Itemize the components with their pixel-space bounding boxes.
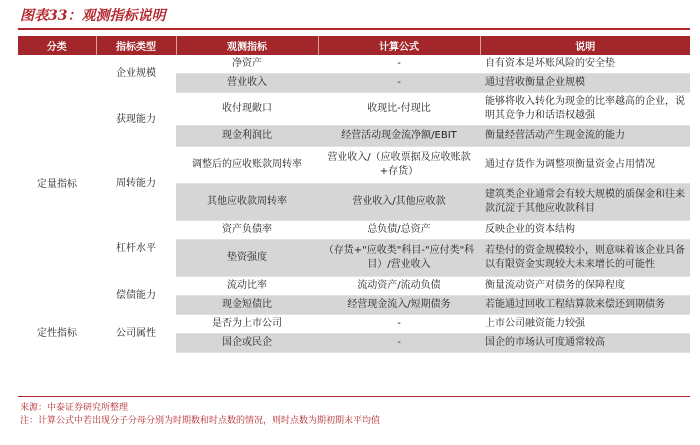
description-cell: 衡量流动资产对债务的保障程度 <box>480 277 690 296</box>
indicator-cell: 收付现敞口 <box>176 93 318 126</box>
formula-cell: 流动资产/流动负债 <box>318 277 480 296</box>
table-row <box>18 277 690 296</box>
description-cell: 建筑类企业通常会有较大规模的质保金和往来款沉淀于其他应收款科目 <box>480 184 690 221</box>
indicator-cell: 资产负债率 <box>176 221 318 240</box>
formula-note: 注：计算公式中若出现分子分母分别为时期数和时点数的情况，则时点数为期初期末平均值 <box>20 416 381 426</box>
indicator-table <box>18 36 690 353</box>
description-cell: 能够将收入转化为现金的比率越高的企业，说明其竞争力和话语权越强 <box>480 93 690 126</box>
table-row <box>18 147 690 184</box>
indicator-cell: 现金利润比 <box>176 126 318 147</box>
indicator-cell: 调整后的应收账款周转率 <box>176 147 318 184</box>
table-row <box>18 315 690 334</box>
type-enterprise-scale: 企业规模 <box>96 55 176 93</box>
type-company-attribute: 公司属性 <box>96 315 176 353</box>
table-row <box>18 221 690 240</box>
indicator-cell: 国企或民企 <box>176 334 318 353</box>
header-category: 分类 <box>18 36 96 55</box>
type-cash-acquisition: 获现能力 <box>96 93 176 147</box>
indicator-cell: 流动比率 <box>176 277 318 296</box>
bottom-divider <box>18 396 690 397</box>
formula-cell: 营业收入/其他应收款 <box>318 184 480 221</box>
description-cell: 衡量经营活动产生现金流的能力 <box>480 126 690 147</box>
formula-cell: 收现比-付现比 <box>318 93 480 126</box>
formula-cell: - <box>318 55 480 74</box>
formula-cell: - <box>318 74 480 93</box>
formula-cell: （存货+"应收类"科目-"应付类"科目）/营业收入 <box>318 240 480 277</box>
title-divider <box>18 28 690 30</box>
description-cell: 通过存货作为调整项衡量资金占用情况 <box>480 147 690 184</box>
description-cell: 若垫付的资金规模较小，则意味着该企业具备以有限资金实现较大未来增长的可能性 <box>480 240 690 277</box>
indicator-cell: 净资产 <box>176 55 318 74</box>
description-cell: 上市公司融资能力较强 <box>480 315 690 334</box>
description-cell: 若能通过回收工程结算款来偿还到期债务 <box>480 296 690 315</box>
indicator-cell: 垫资强度 <box>176 240 318 277</box>
description-cell: 国企的市场认可度通常较高 <box>480 334 690 353</box>
header-indicator: 观测指标 <box>176 36 318 55</box>
indicator-cell: 现金短债比 <box>176 296 318 315</box>
header-description: 说明 <box>480 36 690 55</box>
formula-cell: 经营活动现金流净额/EBIT <box>318 126 480 147</box>
table-header-row <box>18 36 690 55</box>
table-row <box>18 55 690 74</box>
figure-title: 图表33：观测指标说明 <box>20 8 166 24</box>
source-note: 来源：中泰证券研究所整理 <box>20 403 129 413</box>
formula-cell: 营业收入/（应收票据及应收账款+存货） <box>318 147 480 184</box>
description-cell: 自有资本是坏账风险的安全垫 <box>480 55 690 74</box>
description-cell: 通过营收衡量企业规模 <box>480 74 690 93</box>
header-formula: 计算公式 <box>318 36 480 55</box>
formula-cell: - <box>318 334 480 353</box>
description-cell: 反映企业的资本结构 <box>480 221 690 240</box>
indicator-cell: 是否为上市公司 <box>176 315 318 334</box>
table-row <box>18 93 690 126</box>
formula-cell: 经营现金流入/短期债务 <box>318 296 480 315</box>
category-quantitative: 定量指标 <box>18 55 96 315</box>
indicator-cell: 其他应收款周转率 <box>176 184 318 221</box>
category-qualitative: 定性指标 <box>18 315 96 353</box>
header-type: 指标类型 <box>96 36 176 55</box>
formula-cell: - <box>318 315 480 334</box>
formula-cell: 总负债/总资产 <box>318 221 480 240</box>
indicator-cell: 营业收入 <box>176 74 318 93</box>
type-turnover: 周转能力 <box>96 147 176 221</box>
type-leverage: 杠杆水平 <box>96 221 176 277</box>
type-solvency: 偿债能力 <box>96 277 176 315</box>
